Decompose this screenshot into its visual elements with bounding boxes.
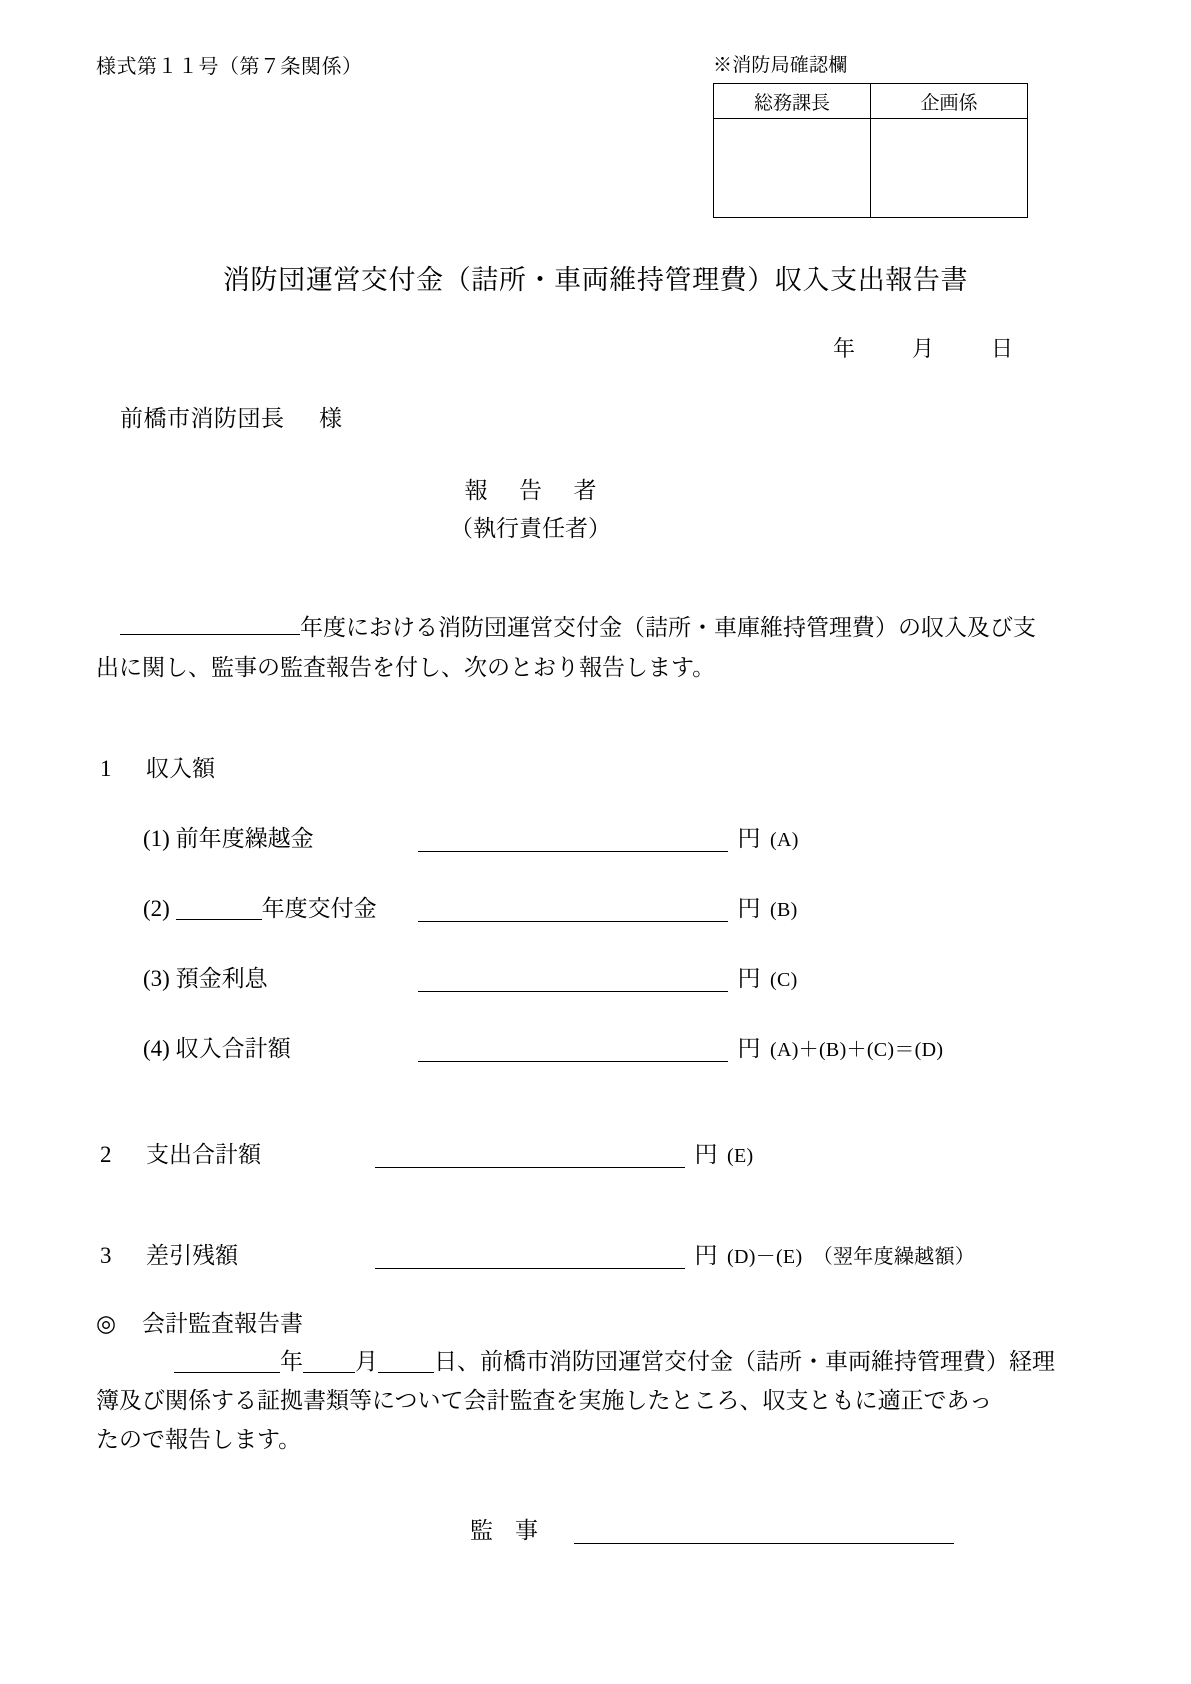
- reporter-sub-label: （執行責任者）: [450, 516, 611, 541]
- audit-heading: [96, 1305, 303, 1338]
- confirm-col-header-kikaku: 企画係: [871, 84, 1028, 119]
- section-expense-title: 支出合計額: [146, 1142, 261, 1167]
- page-title: 消防団運営交付金（詰所・車両維持管理費）収入支出報告書: [222, 265, 969, 295]
- income-row-3-code: (C): [770, 969, 798, 991]
- date-line: [0, 332, 1191, 363]
- income-row-2-year-blank[interactable]: [176, 897, 262, 920]
- income-row-1: [143, 820, 799, 853]
- intro-line1-text: 年度における消防団運営交付金（詰所・車庫維持管理費）の収入及び支: [300, 615, 1036, 640]
- expense-row: [100, 1136, 753, 1169]
- audit-month-label: 月: [355, 1349, 378, 1374]
- auditor-label: [470, 1518, 538, 1543]
- income-row-4-label-wrap: [143, 1030, 418, 1063]
- income-row-3-label-wrap: [143, 960, 418, 993]
- income-row-2-amount-input[interactable]: [418, 895, 728, 922]
- income-row-3-amount-input[interactable]: [418, 965, 728, 992]
- expense-code: (E): [727, 1145, 754, 1167]
- audit-year-label: 年: [280, 1349, 303, 1374]
- confirm-stamp-cell-kikaku[interactable]: [871, 119, 1028, 218]
- section-income-heading: [100, 750, 215, 783]
- confirmation-block: [713, 50, 1028, 218]
- auditor-label-char-1: 監: [470, 1518, 493, 1543]
- expense-yen: 円: [694, 1142, 718, 1167]
- expense-label-wrap: [100, 1136, 375, 1169]
- expense-amount-input[interactable]: [375, 1141, 685, 1168]
- addressee-honorific: 様: [319, 406, 343, 431]
- income-row-1-label-wrap: [143, 820, 418, 853]
- section-expense-number: 2: [100, 1142, 112, 1167]
- fiscal-year-blank[interactable]: [120, 634, 300, 635]
- balance-amount-input[interactable]: [375, 1242, 685, 1269]
- income-row-2-label: 年度交付金: [261, 896, 377, 921]
- confirm-stamp-cell-somu[interactable]: [714, 119, 871, 218]
- income-row-4-amount-input[interactable]: [418, 1035, 728, 1062]
- audit-marker-icon: ◎: [96, 1311, 117, 1336]
- section-income-title: 収入額: [146, 756, 215, 781]
- income-row-4-number: (4): [143, 1036, 170, 1061]
- table-row: [714, 119, 1028, 218]
- table-header-row: [714, 84, 1028, 119]
- income-row-2-code: (B): [770, 899, 798, 921]
- balance-row: [100, 1237, 975, 1270]
- reporter-char-1: 報: [464, 478, 488, 503]
- audit-title: 会計監査報告書: [142, 1311, 303, 1336]
- date-day-label: 日: [990, 336, 1013, 361]
- section-balance-title: 差引残額: [146, 1243, 238, 1268]
- auditor-label-char-2: 事: [515, 1518, 538, 1543]
- date-month-label: 月: [911, 336, 934, 361]
- form-number: 様式第１１号（第７条関係）: [96, 56, 363, 78]
- income-row-4-code: (A)＋(B)＋(C)＝(D): [770, 1039, 944, 1061]
- income-row-1-amount-input[interactable]: [418, 825, 728, 852]
- income-row-3: [143, 960, 798, 993]
- audit-line2: 簿及び関係する証拠書類等について会計監査を実施したところ、収支ともに適正であっ: [96, 1388, 993, 1413]
- confirmation-title: ※消防局確認欄: [713, 55, 848, 76]
- income-row-2-number: (2): [143, 896, 170, 921]
- intro-paragraph: [96, 608, 1116, 688]
- income-row-3-label: 預金利息: [175, 966, 268, 991]
- section-income-number: 1: [100, 756, 112, 781]
- audit-line3: たので報告します。: [96, 1427, 302, 1452]
- income-row-2-label-wrap: [143, 890, 418, 923]
- audit-month-blank[interactable]: [303, 1350, 355, 1373]
- reporter-label: [0, 472, 1191, 505]
- balance-label-wrap: [100, 1237, 375, 1270]
- balance-yen: 円: [694, 1243, 718, 1268]
- reporter-char-3: 者: [573, 478, 597, 503]
- audit-paragraph: [96, 1342, 1126, 1459]
- addressee-name: 前橋市消防団長: [120, 406, 285, 431]
- income-row-1-label: 前年度繰越金: [175, 826, 314, 851]
- income-row-4: [143, 1030, 943, 1063]
- income-row-2-yen: 円: [737, 896, 761, 921]
- income-row-1-number: (1): [143, 826, 170, 851]
- reporter-char-2: 告: [519, 478, 542, 503]
- income-row-2: [143, 890, 798, 923]
- audit-line1-rest: 日、前橋市消防団運営交付金（詰所・車両維持管理費）経理: [434, 1349, 1055, 1374]
- confirm-col-header-somu: 総務課長: [714, 84, 871, 119]
- confirmation-table: [713, 83, 1028, 218]
- section-balance-number: 3: [100, 1243, 112, 1268]
- income-row-3-number: (3): [143, 966, 170, 991]
- intro-line2-text: 出に関し、監事の監査報告を付し、次のとおり報告します。: [96, 655, 716, 680]
- income-row-3-yen: 円: [737, 966, 761, 991]
- audit-year-blank[interactable]: [174, 1350, 280, 1373]
- income-row-4-label: 収入合計額: [175, 1036, 291, 1061]
- income-row-4-yen: 円: [737, 1036, 761, 1061]
- auditor-signature-input[interactable]: [574, 1517, 954, 1544]
- audit-day-blank[interactable]: [378, 1350, 434, 1373]
- income-row-1-code: (A): [770, 829, 799, 851]
- auditor-signature-row: [470, 1512, 954, 1545]
- addressee-line: [120, 400, 343, 433]
- date-year-label: 年: [832, 336, 855, 361]
- income-row-1-yen: 円: [737, 826, 761, 851]
- balance-code: (D)－(E) （翌年度繰越額）: [727, 1246, 976, 1268]
